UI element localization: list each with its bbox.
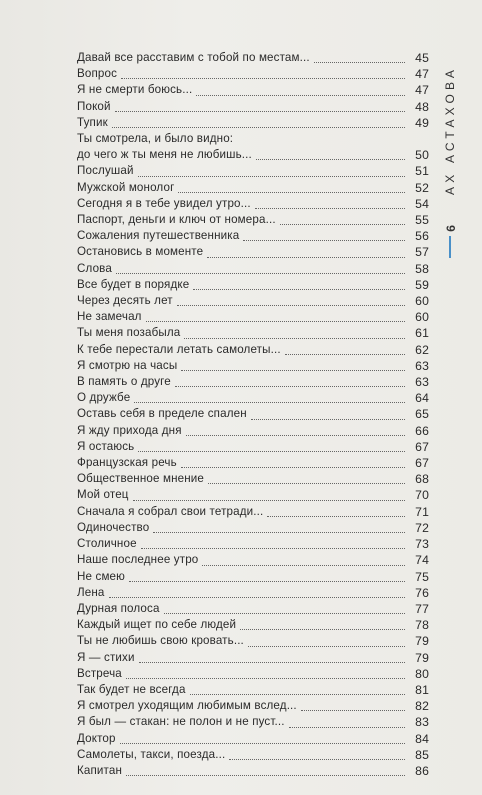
toc-entry-title: В память о друге (77, 375, 171, 389)
toc-entry-page: 45 (415, 51, 429, 65)
toc-entry-title: Оставь себя в пределе спален (77, 407, 247, 421)
toc-entry-page: 71 (415, 504, 429, 519)
dot-leader (267, 515, 405, 517)
toc-entry (77, 682, 429, 698)
dot-leader (202, 564, 405, 566)
toc-entry-title: Я был — стакан: не полон и не пуст... (77, 715, 285, 729)
toc-entry (77, 763, 429, 779)
toc-entry-page: 80 (415, 666, 429, 681)
dot-leader (133, 499, 405, 501)
toc-entry-title: Общественное мнение (77, 472, 205, 486)
page-number: 6 (444, 225, 458, 232)
toc-entry-page: 47 (415, 83, 429, 98)
toc-entry (77, 390, 429, 406)
toc-entry-page: 50 (415, 148, 429, 163)
dot-leader (240, 628, 405, 630)
dot-leader (314, 61, 405, 63)
toc-entry-title: К тебе перестали летать самолеты... (77, 342, 281, 356)
dot-leader (126, 677, 405, 679)
toc-entry (77, 569, 429, 585)
toc-entry-title: Сожаления путешественника (77, 229, 240, 243)
toc-entry (77, 439, 429, 455)
toc-entry-title: Тупик (77, 115, 108, 129)
dot-leader (190, 693, 405, 695)
toc-entry-page: 63 (415, 375, 429, 390)
dot-leader (193, 288, 405, 290)
toc-entry-title: Все будет в порядке (77, 277, 190, 291)
toc-entry-page: 55 (415, 213, 429, 228)
toc-entry-page: 64 (415, 391, 429, 406)
toc-entry-page: 52 (415, 180, 429, 195)
toc-entry-page: 49 (415, 115, 429, 130)
dot-leader (177, 304, 405, 306)
toc-entry (77, 309, 429, 325)
dot-leader (248, 645, 405, 647)
toc-entry-page: 75 (415, 569, 429, 584)
toc-entry (77, 698, 429, 714)
toc-entry-page: 67 (415, 456, 429, 471)
toc-entry (77, 261, 429, 277)
toc-entry (77, 504, 429, 520)
toc-entry-title: Через десять лет (77, 294, 173, 308)
dot-leader (164, 612, 405, 614)
toc-entry (77, 585, 429, 601)
toc-entry-title: Доктор (77, 731, 116, 745)
dot-leader (121, 77, 405, 79)
toc-entry-page: 58 (415, 261, 429, 276)
dot-leader (181, 369, 405, 371)
toc-entry-title: Не замечал (77, 310, 142, 324)
toc-entry-page: 84 (415, 731, 429, 746)
toc-entry (77, 650, 429, 666)
toc-entry-title: Я остаюсь (77, 439, 135, 453)
toc-entry-title: Сначала я собрал свои тетради... (77, 504, 264, 518)
toc-entry-title: Столичное (77, 537, 137, 551)
dot-leader (126, 774, 405, 776)
toc-entry-title: Я смотрю на часы (77, 358, 178, 372)
toc-entry-page: 48 (415, 99, 429, 114)
toc-entry-title: Мой отец (77, 488, 129, 502)
toc-entry-title: Французская речь (77, 456, 177, 470)
toc-entry (77, 536, 429, 552)
dot-leader (146, 320, 405, 322)
toc-entry-title: Остановись в моменте (77, 245, 204, 259)
dot-leader (178, 191, 405, 193)
toc-entry (77, 358, 429, 374)
dot-leader (256, 158, 405, 160)
dot-leader (196, 94, 405, 96)
toc-entry-page: 79 (415, 650, 429, 665)
dot-leader (109, 596, 405, 598)
toc-entry (77, 406, 429, 422)
running-head-author: АХ АСТАХОВА (443, 65, 457, 195)
toc-entry-page: 47 (415, 67, 429, 82)
toc-entry (77, 82, 429, 98)
toc-entry-title-continued: до чего ж ты меня не любишь... (77, 148, 252, 162)
toc-entry-title: Лена (77, 585, 105, 599)
dot-leader (141, 547, 405, 549)
toc-entry-page: 57 (415, 245, 429, 260)
dot-leader (120, 742, 405, 744)
toc-entry-title: Ты смотрела, и было видно: (77, 132, 234, 146)
dot-leader (289, 726, 405, 728)
dot-leader (285, 353, 405, 355)
toc-entry-page: 86 (415, 763, 429, 778)
toc-entry (77, 99, 429, 115)
toc-entry-page: 60 (415, 310, 429, 325)
dot-leader (175, 385, 405, 387)
toc-entry-page: 56 (415, 229, 429, 244)
toc-entry-page: 70 (415, 488, 429, 503)
toc-entry-title: Одиночество (77, 520, 150, 534)
toc-entry-title: Я — стихи (77, 650, 135, 664)
running-head-accent-rule (449, 236, 451, 258)
toc-entry-title: Давай все расставим с тобой по местам... (77, 51, 310, 64)
dot-leader (208, 482, 405, 484)
toc-entry (77, 731, 429, 747)
toc-entry-title: Паспорт, деньги и ключ от номера... (77, 213, 276, 227)
toc-entry-title: Я смотрел уходящим любимым вслед... (77, 699, 297, 713)
dot-leader (115, 110, 405, 112)
dot-leader (251, 418, 405, 420)
toc-entry-page: 54 (415, 196, 429, 211)
dot-leader (138, 175, 405, 177)
toc-entry-title: Покой (77, 99, 111, 113)
toc-entry-page: 72 (415, 520, 429, 535)
toc-entry-page: 77 (415, 601, 429, 616)
dot-leader (301, 709, 405, 711)
toc-entry-page: 73 (415, 537, 429, 552)
dot-leader (153, 531, 405, 533)
toc-entry-title: Ты не любишь свою кровать... (77, 634, 244, 648)
toc-entry-page: 62 (415, 342, 429, 357)
toc-entry (77, 180, 429, 196)
toc-entry (77, 244, 429, 260)
toc-entry-title: Наше последнее утро (77, 553, 199, 567)
toc-entry-page: 78 (415, 618, 429, 633)
toc-entry (77, 633, 429, 649)
dot-leader (243, 239, 405, 241)
toc-entry-page: 59 (415, 277, 429, 292)
toc-entry (77, 374, 429, 390)
toc-entry-title: Так будет не всегда (77, 682, 186, 696)
toc-entry (77, 342, 429, 358)
toc-entry-title: Встреча (77, 666, 122, 680)
toc-entry (77, 325, 429, 341)
toc-entry-page: 79 (415, 634, 429, 649)
dot-leader (186, 434, 405, 436)
toc-entry-page: 60 (415, 294, 429, 309)
toc-entry (77, 212, 429, 228)
toc-entry (77, 471, 429, 487)
toc-entry (77, 50, 429, 66)
toc-entry-title: Мужской монолог (77, 180, 175, 194)
dot-leader (207, 256, 405, 258)
dot-leader (181, 466, 405, 468)
toc-entry-title: Капитан (77, 763, 123, 777)
toc-entry (77, 115, 429, 131)
toc-entry-page: 68 (415, 472, 429, 487)
toc-entry (77, 66, 429, 82)
toc-entry (77, 714, 429, 730)
toc-entry (77, 747, 429, 763)
toc-entry (77, 487, 429, 503)
toc-entry (77, 666, 429, 682)
toc-entry-page: 76 (415, 585, 429, 600)
toc-entry-page: 66 (415, 423, 429, 438)
toc-entry-page: 61 (415, 326, 429, 341)
toc-entry-page: 83 (415, 715, 429, 730)
dot-leader (112, 126, 405, 128)
toc-entry-title: Вопрос (77, 67, 118, 81)
toc-entry-title: Ты меня позабыла (77, 326, 181, 340)
toc-entry (77, 277, 429, 293)
toc-entry-title: Я жду прихода дня (77, 423, 182, 437)
dot-leader (280, 223, 405, 225)
toc-entry (77, 601, 429, 617)
running-head (441, 40, 461, 240)
toc-entry-title: Дурная полоса (77, 601, 160, 615)
toc-entry (77, 131, 429, 163)
toc-entry-page: 85 (415, 747, 429, 762)
toc-entry-page: 81 (415, 682, 429, 697)
dot-leader (184, 337, 405, 339)
toc-entry (77, 196, 429, 212)
dot-leader (138, 450, 405, 452)
toc-entry-page: 65 (415, 407, 429, 422)
table-of-contents (77, 50, 429, 779)
toc-entry (77, 552, 429, 568)
toc-entry-title: О дружбе (77, 391, 131, 405)
toc-entry (77, 520, 429, 536)
toc-entry (77, 617, 429, 633)
dot-leader (116, 272, 405, 274)
dot-leader (255, 207, 405, 209)
dot-leader (129, 580, 405, 582)
toc-entry-title: Я не смерти боюсь... (77, 83, 193, 97)
toc-entry-title: Сегодня я в тебе увидел утро... (77, 196, 251, 210)
dot-leader (229, 758, 405, 760)
toc-entry (77, 293, 429, 309)
toc-entry-page: 63 (415, 358, 429, 373)
toc-entry-page: 74 (415, 553, 429, 568)
toc-entry-page: 67 (415, 439, 429, 454)
toc-entry (77, 228, 429, 244)
toc-entry (77, 455, 429, 471)
toc-entry-page: 82 (415, 699, 429, 714)
toc-entry-title: Самолеты, такси, поезда... (77, 747, 226, 761)
toc-entry (77, 423, 429, 439)
toc-entry-title: Слова (77, 261, 112, 275)
dot-leader (134, 401, 405, 403)
toc-entry-page: 51 (415, 164, 429, 179)
toc-entry-title: Каждый ищет по себе людей (77, 618, 237, 632)
toc-entry-title: Не смею (77, 569, 126, 583)
toc-entry-title: Послушай (77, 164, 134, 178)
toc-entry (77, 163, 429, 179)
dot-leader (139, 661, 405, 663)
